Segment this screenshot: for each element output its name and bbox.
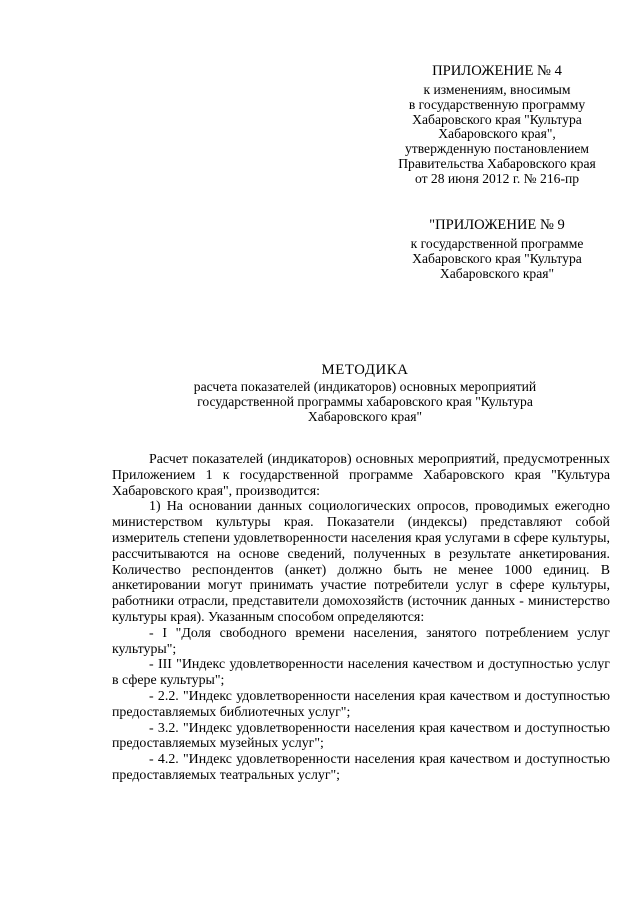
appendix-9-heading: "ПРИЛОЖЕНИЕ № 9 xyxy=(429,217,565,233)
method-subtitle xyxy=(155,380,575,424)
paragraph-indicator-i: - I "Доля свободного времени населения, занятого потреблением услуг культуры"; xyxy=(112,625,610,657)
paragraph-indicator-iii: - III "Индекс удовлетворенности населения качеством и доступностью услуг в сфере культуры"; xyxy=(112,657,610,689)
paragraph-item-1: 1) На основании данных социологических опросов, проводимых ежегодно министерством культуры края. Показатели (индексы) представляют собой измеритель степени удовлетворенности населения края услугами в сфере культуры, рассчитываются на основе сведений, полученных в результате анкетирования. Количество респондентов (анкет) должно быть не менее 1000 единиц. В анкетировании могут принимать участие потребители услуг в сфере культуры, работники отрасли, представители домохозяйств (источник данных - министерство культуры края). Указанным способом определяются: xyxy=(112,499,610,625)
appendix-4-line: в государственную программу xyxy=(408,96,586,112)
appendix-4-header xyxy=(370,63,624,187)
method-subtitle-line: расчета показателей (индикаторов) основных мероприятий xyxy=(193,379,537,394)
method-subtitle-line: государственной программы хабаровского края "Культура xyxy=(197,393,533,409)
appendix-9-header xyxy=(370,217,624,281)
body-text xyxy=(112,452,610,784)
appendix-9-line: Хабаровского края" xyxy=(439,265,555,281)
method-title: МЕТОДИКА xyxy=(321,362,409,378)
appendix-9-line: Хабаровского края "Культура xyxy=(412,250,582,266)
appendix-4-line: к изменениям, вносимым xyxy=(423,82,571,97)
appendix-4-heading: ПРИЛОЖЕНИЕ № 4 xyxy=(432,63,562,79)
appendix-4-line: Правительства Хабаровского края xyxy=(398,155,596,171)
appendix-4-line: Хабаровского края "Культура xyxy=(412,111,582,127)
paragraph-indicator-4-2: - 4.2. "Индекс удовлетворенности населения края качеством и доступностью предоставляемых театральных услуг"; xyxy=(112,752,610,783)
appendix-4-line: утвержденную постановлением xyxy=(404,141,590,157)
paragraph-intro: Расчет показателей (индикаторов) основных мероприятий, предусмотренных Приложением 1 к государственной программе Хабаровского края "Культура Хабаровского края", производится: xyxy=(112,452,610,499)
appendix-4-line: от 28 июня 2012 г. № 216-пр xyxy=(414,170,580,186)
paragraph-indicator-2-2: - 2.2. "Индекс удовлетворенности населения края качеством и доступностью предоставляемых библиотечных услуг"; xyxy=(112,688,610,720)
appendix-4-line: Хабаровского края", xyxy=(438,126,556,142)
method-subtitle-line: Хабаровского края" xyxy=(307,408,423,424)
paragraph-indicator-3-2: - 3.2. "Индекс удовлетворенности населения края качеством и доступностью предоставляемых музейных услуг"; xyxy=(112,720,610,752)
appendix-9-line: к государственной программе xyxy=(410,236,584,251)
